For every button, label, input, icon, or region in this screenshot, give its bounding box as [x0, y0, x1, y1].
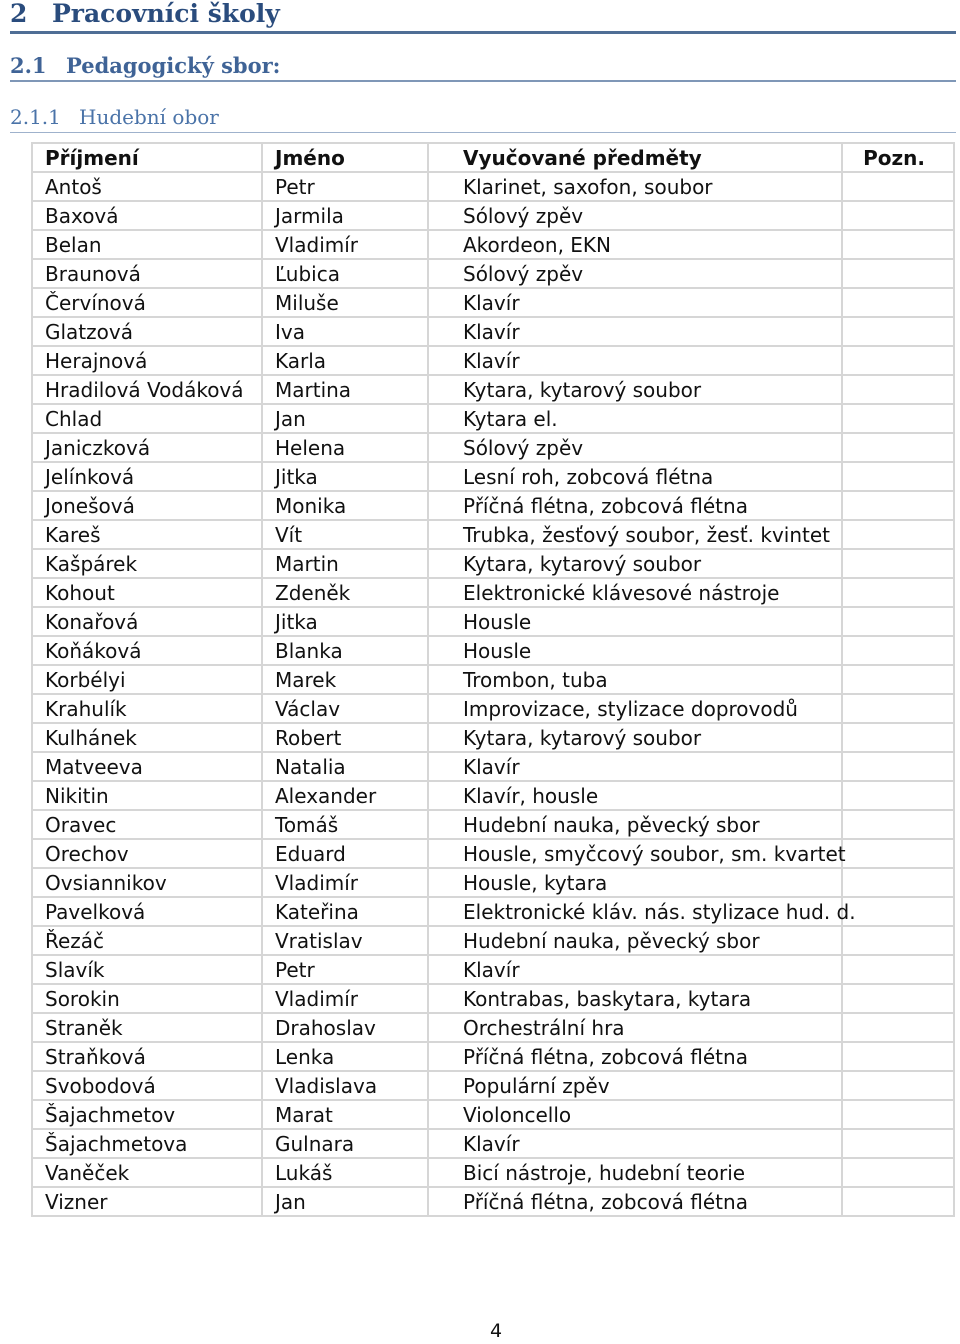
cell-first-name: Tomáš — [262, 810, 428, 839]
table-row — [32, 984, 954, 1013]
table-row — [32, 230, 954, 259]
table-row — [32, 868, 954, 897]
cell-subjects: Akordeon, EKN — [428, 230, 842, 259]
cell-note — [842, 723, 954, 752]
heading-3-title: Hudební obor — [79, 105, 219, 129]
cell-first-name: Václav — [262, 694, 428, 723]
cell-subjects: Kytara, kytarový soubor — [428, 723, 842, 752]
cell-note — [842, 520, 954, 549]
table-row — [32, 607, 954, 636]
cell-surname: Koňáková — [32, 636, 262, 665]
heading-2-number: 2.1 — [10, 53, 47, 78]
table-row — [32, 1013, 954, 1042]
cell-first-name: Marek — [262, 665, 428, 694]
table-row — [32, 172, 954, 201]
cell-first-name: Robert — [262, 723, 428, 752]
table-row — [32, 1071, 954, 1100]
table-row — [32, 1042, 954, 1071]
table-row — [32, 897, 954, 926]
cell-note — [842, 549, 954, 578]
page-number: 4 — [490, 1320, 503, 1342]
cell-surname: Slavík — [32, 955, 262, 984]
table-row — [32, 926, 954, 955]
staff-table-body — [32, 172, 954, 1216]
table-row — [32, 955, 954, 984]
cell-note — [842, 839, 954, 868]
cell-surname: Oravec — [32, 810, 262, 839]
table-row — [32, 810, 954, 839]
cell-subjects: Populární zpěv — [428, 1071, 842, 1100]
cell-surname: Janiczková — [32, 433, 262, 462]
cell-subjects: Klavír — [428, 346, 842, 375]
cell-note — [842, 375, 954, 404]
cell-surname: Braunová — [32, 259, 262, 288]
table-row — [32, 491, 954, 520]
table-row — [32, 578, 954, 607]
cell-surname: Kareš — [32, 520, 262, 549]
heading-2-title: Pedagogický sbor: — [66, 53, 281, 78]
cell-subjects: Sólový zpěv — [428, 259, 842, 288]
cell-surname: Šajachmetova — [32, 1129, 262, 1158]
cell-subjects: Elektronické klávesové nástroje — [428, 578, 842, 607]
cell-note — [842, 462, 954, 491]
cell-subjects: Klavír — [428, 752, 842, 781]
cell-note — [842, 404, 954, 433]
table-row — [32, 288, 954, 317]
cell-note — [842, 491, 954, 520]
table-row — [32, 549, 954, 578]
cell-note — [842, 665, 954, 694]
header-first-name: Jméno — [262, 143, 428, 172]
cell-surname: Kašpárek — [32, 549, 262, 578]
cell-note — [842, 897, 954, 926]
cell-note — [842, 868, 954, 897]
table-row — [32, 1187, 954, 1216]
heading-1-number: 2 — [10, 0, 28, 28]
cell-subjects: Klavír — [428, 317, 842, 346]
table-row — [32, 723, 954, 752]
cell-first-name: Blanka — [262, 636, 428, 665]
cell-subjects: Klavír — [428, 288, 842, 317]
table-row — [32, 1158, 954, 1187]
cell-surname: Svobodová — [32, 1071, 262, 1100]
cell-first-name: Jarmila — [262, 201, 428, 230]
table-row — [32, 375, 954, 404]
cell-subjects: Příčná flétna, zobcová flétna — [428, 491, 842, 520]
cell-subjects: Lesní roh, zobcová flétna — [428, 462, 842, 491]
cell-subjects: Housle, smyčcový soubor, sm. kvartet — [428, 839, 842, 868]
cell-surname: Herajnová — [32, 346, 262, 375]
cell-subjects: Elektronické kláv. nás. stylizace hud. d. — [428, 897, 842, 926]
heading-3 — [10, 103, 956, 133]
cell-subjects: Kytara, kytarový soubor — [428, 375, 842, 404]
cell-surname: Kulhánek — [32, 723, 262, 752]
cell-subjects: Trombon, tuba — [428, 665, 842, 694]
cell-first-name: Miluše — [262, 288, 428, 317]
cell-subjects: Violoncello — [428, 1100, 842, 1129]
cell-first-name: Jan — [262, 1187, 428, 1216]
cell-subjects: Improvizace, stylizace doprovodů — [428, 694, 842, 723]
cell-note — [842, 1158, 954, 1187]
table-row — [32, 346, 954, 375]
cell-note — [842, 752, 954, 781]
cell-subjects: Klavír — [428, 955, 842, 984]
cell-surname: Červínová — [32, 288, 262, 317]
table-row — [32, 781, 954, 810]
table-row — [32, 665, 954, 694]
cell-first-name: Ľubica — [262, 259, 428, 288]
cell-first-name: Helena — [262, 433, 428, 462]
cell-surname: Sorokin — [32, 984, 262, 1013]
cell-subjects: Trubka, žesťový soubor, žesť. kvintet — [428, 520, 842, 549]
heading-1-title: Pracovníci školy — [52, 0, 280, 28]
header-note: Pozn. — [842, 143, 954, 172]
cell-subjects: Příčná flétna, zobcová flétna — [428, 1042, 842, 1071]
header-subjects: Vyučované předměty — [428, 143, 842, 172]
cell-subjects: Housle, kytara — [428, 868, 842, 897]
cell-surname: Glatzová — [32, 317, 262, 346]
cell-first-name: Vladimír — [262, 868, 428, 897]
cell-note — [842, 1187, 954, 1216]
table-row — [32, 1129, 954, 1158]
cell-surname: Řezáč — [32, 926, 262, 955]
cell-surname: Nikitin — [32, 781, 262, 810]
cell-surname: Straňková — [32, 1042, 262, 1071]
cell-subjects: Bicí nástroje, hudební teorie — [428, 1158, 842, 1187]
cell-note — [842, 230, 954, 259]
table-row — [32, 201, 954, 230]
cell-subjects: Klarinet, saxofon, soubor — [428, 172, 842, 201]
cell-first-name: Jitka — [262, 462, 428, 491]
cell-note — [842, 955, 954, 984]
cell-first-name: Martin — [262, 549, 428, 578]
cell-first-name: Lenka — [262, 1042, 428, 1071]
cell-subjects: Housle — [428, 607, 842, 636]
cell-subjects: Hudební nauka, pěvecký sbor — [428, 926, 842, 955]
cell-surname: Hradilová Vodáková — [32, 375, 262, 404]
cell-first-name: Lukáš — [262, 1158, 428, 1187]
cell-first-name: Eduard — [262, 839, 428, 868]
cell-surname: Pavelková — [32, 897, 262, 926]
cell-first-name: Zdeněk — [262, 578, 428, 607]
cell-note — [842, 259, 954, 288]
table-row — [32, 520, 954, 549]
cell-first-name: Vratislav — [262, 926, 428, 955]
cell-surname: Krahulík — [32, 694, 262, 723]
cell-surname: Šajachmetov — [32, 1100, 262, 1129]
cell-note — [842, 1071, 954, 1100]
cell-surname: Kohout — [32, 578, 262, 607]
table-row — [32, 752, 954, 781]
cell-surname: Korbélyi — [32, 665, 262, 694]
table-row — [32, 839, 954, 868]
cell-surname: Konařová — [32, 607, 262, 636]
cell-surname: Vizner — [32, 1187, 262, 1216]
cell-surname: Orechov — [32, 839, 262, 868]
cell-first-name: Karla — [262, 346, 428, 375]
table-row — [32, 462, 954, 491]
table-header-row — [32, 143, 954, 172]
cell-note — [842, 636, 954, 665]
cell-note — [842, 1129, 954, 1158]
cell-subjects: Kytara el. — [428, 404, 842, 433]
cell-note — [842, 172, 954, 201]
cell-subjects: Klavír, housle — [428, 781, 842, 810]
cell-surname: Straněk — [32, 1013, 262, 1042]
heading-3-number: 2.1.1 — [10, 105, 61, 129]
cell-subjects: Kytara, kytarový soubor — [428, 549, 842, 578]
cell-note — [842, 810, 954, 839]
cell-surname: Matveeva — [32, 752, 262, 781]
table-row — [32, 636, 954, 665]
cell-subjects: Orchestrální hra — [428, 1013, 842, 1042]
cell-note — [842, 694, 954, 723]
cell-subjects: Sólový zpěv — [428, 433, 842, 462]
cell-note — [842, 346, 954, 375]
cell-note — [842, 1013, 954, 1042]
cell-first-name: Gulnara — [262, 1129, 428, 1158]
cell-first-name: Petr — [262, 172, 428, 201]
cell-first-name: Iva — [262, 317, 428, 346]
cell-first-name: Vít — [262, 520, 428, 549]
cell-subjects: Příčná flétna, zobcová flétna — [428, 1187, 842, 1216]
table-row — [32, 317, 954, 346]
cell-first-name: Natalia — [262, 752, 428, 781]
cell-subjects: Klavír — [428, 1129, 842, 1158]
cell-first-name: Kateřina — [262, 897, 428, 926]
cell-first-name: Alexander — [262, 781, 428, 810]
cell-surname: Chlad — [32, 404, 262, 433]
cell-surname: Belan — [32, 230, 262, 259]
cell-note — [842, 317, 954, 346]
cell-subjects: Sólový zpěv — [428, 201, 842, 230]
table-row — [32, 694, 954, 723]
cell-note — [842, 781, 954, 810]
cell-note — [842, 433, 954, 462]
cell-note — [842, 578, 954, 607]
cell-note — [842, 1042, 954, 1071]
cell-surname: Baxová — [32, 201, 262, 230]
cell-surname: Jelínková — [32, 462, 262, 491]
cell-first-name: Monika — [262, 491, 428, 520]
table-row — [32, 259, 954, 288]
cell-note — [842, 1100, 954, 1129]
cell-surname: Ovsiannikov — [32, 868, 262, 897]
heading-2 — [10, 52, 956, 82]
cell-subjects: Hudební nauka, pěvecký sbor — [428, 810, 842, 839]
cell-first-name: Vladimír — [262, 984, 428, 1013]
cell-surname: Jonešová — [32, 491, 262, 520]
table-row — [32, 1100, 954, 1129]
cell-note — [842, 607, 954, 636]
cell-surname: Antoš — [32, 172, 262, 201]
heading-1 — [10, 0, 956, 34]
table-row — [32, 433, 954, 462]
cell-first-name: Vladislava — [262, 1071, 428, 1100]
cell-subjects: Kontrabas, baskytara, kytara — [428, 984, 842, 1013]
cell-first-name: Martina — [262, 375, 428, 404]
cell-first-name: Petr — [262, 955, 428, 984]
staff-table — [31, 142, 955, 1217]
cell-note — [842, 288, 954, 317]
cell-note — [842, 201, 954, 230]
cell-first-name: Marat — [262, 1100, 428, 1129]
cell-first-name: Jan — [262, 404, 428, 433]
cell-first-name: Vladimír — [262, 230, 428, 259]
cell-first-name: Drahoslav — [262, 1013, 428, 1042]
cell-first-name: Jitka — [262, 607, 428, 636]
header-surname: Příjmení — [32, 143, 262, 172]
cell-surname: Vaněček — [32, 1158, 262, 1187]
cell-subjects: Housle — [428, 636, 842, 665]
cell-note — [842, 926, 954, 955]
cell-note — [842, 984, 954, 1013]
table-row — [32, 404, 954, 433]
